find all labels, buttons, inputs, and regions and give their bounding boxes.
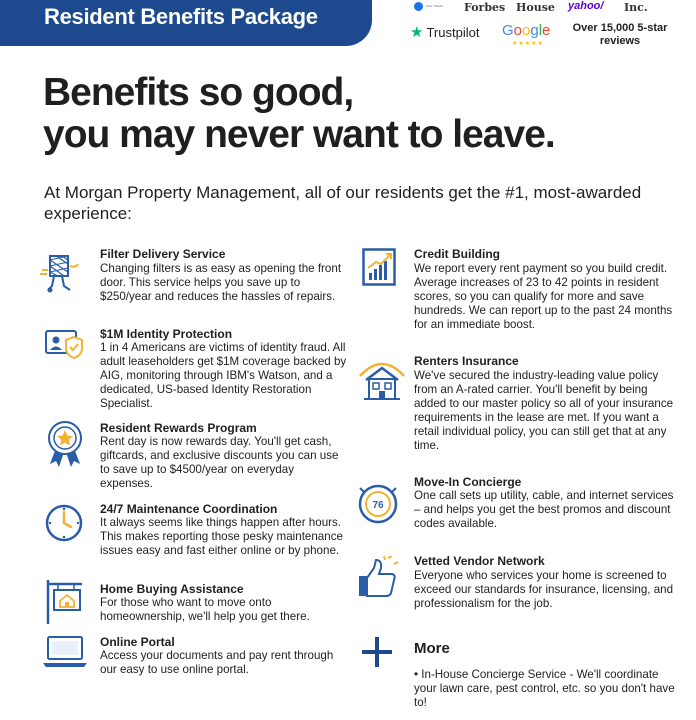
benefit-description: Everyone who services your home is screened to exceed our standards for insurance, licensing, and professionalism for the job. <box>414 569 674 610</box>
plus-icon <box>360 635 394 669</box>
benefit-title: Credit Building <box>414 247 500 261</box>
house-logo: House <box>516 1 555 14</box>
benefit-title: Renters Insurance <box>414 354 519 368</box>
filter-delivery-icon <box>40 250 86 296</box>
concierge-dial-icon <box>356 482 400 526</box>
press-logos <box>410 0 696 58</box>
benefit-title: $1M Identity Protection <box>100 327 233 341</box>
benefit-title: 24/7 Maintenance Coordination <box>100 502 278 516</box>
rewards-ribbon-icon <box>46 420 84 468</box>
identity-protection-icon <box>44 325 86 361</box>
home-sign-icon <box>44 578 86 624</box>
benefit-title: Filter Delivery Service <box>100 247 226 261</box>
benefit-description: It always seems like things happen after hours. This makes reporting those pesky maintenance issues easy and fast either online or by phone. <box>100 516 343 557</box>
more-item-concierge: • In-House Concierge Service - We'll coordinate your lawn care, pest control, etc. so you don't have to! <box>414 668 675 709</box>
trustpilot-logo <box>410 25 479 40</box>
thumbs-up-icon <box>356 556 400 600</box>
credit-chart-icon <box>362 248 396 286</box>
reviews-count: Over 15,000 5-star reviews <box>572 22 668 47</box>
page-headline <box>43 72 555 156</box>
trustpilot-text: Trustpilot <box>426 25 480 40</box>
benefit-description: We've secured the industry-leading value policy from an A-rated carrier. You'll benefit by being added to our master policy so all of your insurance requirements in the lease are met. If you want a retail individual policy, you can still get that at any time. <box>414 369 674 452</box>
banner-title: Resident Benefits Package <box>44 4 318 29</box>
laptop-icon <box>42 634 88 670</box>
benefit-title: Move-In Concierge <box>414 475 522 489</box>
benefit-description: 1 in 4 Americans are victims of identity fraud. All adult leaseholders get $1M coverage backed by AIG, monitoring through IBM's Watson, and a dedicated, US-based Identity Restoration Specialist. <box>100 341 347 410</box>
benefit-description: We report every rent payment so you build credit. Average increases of 23 to 42 points in resident scores, so you can qualify for more and save hundreds. We can report up to the past 24 months for an immediate boost. <box>414 262 673 331</box>
google-stars: ★★★★★ <box>512 41 544 47</box>
benefit-description: Rent day is now rewards day. You'll get cash, giftcards, and exclusive discounts you can use to save up to $4500/year on everyday expenses. <box>100 435 339 490</box>
benefit-description: For those who want to move onto homeownership, we'll help you get there. <box>100 596 310 623</box>
benefit-title: Online Portal <box>100 635 175 649</box>
house-insurance-icon <box>356 354 408 402</box>
clock-icon <box>44 503 84 543</box>
inc-logo: Inc. <box>624 1 648 14</box>
benefit-description: Access your documents and pay rent through our easy to use online portal. <box>100 649 334 676</box>
headline-line-1: Benefits so good, <box>43 71 354 114</box>
google-logo: Google <box>502 22 551 39</box>
yahoo-logo: yahoo/ <box>568 0 604 12</box>
benefit-description: One call sets up utility, cable, and internet services – and helps you get the best promos and discount codes available. <box>414 489 674 530</box>
headline-line-2: you may never want to leave. <box>43 113 555 156</box>
more-title: More <box>414 640 450 657</box>
dial-label: 76 <box>372 500 384 511</box>
benefit-title: Vetted Vendor Network <box>414 554 545 568</box>
usa-today-logo <box>414 2 423 11</box>
forbes-logo: Forbes <box>464 1 506 14</box>
intro-text: At Morgan Property Management, all of our residents get the #1, most-awarded experience: <box>44 183 642 223</box>
header-banner <box>0 0 372 46</box>
benefit-title: Resident Rewards Program <box>100 421 257 435</box>
usa-today-text: USA TODAY <box>426 4 444 8</box>
benefit-description: Changing filters is as easy as opening the front door. This service helps you save up to $250/year and reduces the hassles of repairs. <box>100 262 342 303</box>
benefit-title: Home Buying Assistance <box>100 582 244 596</box>
trustpilot-star-icon: ★ <box>410 24 424 41</box>
